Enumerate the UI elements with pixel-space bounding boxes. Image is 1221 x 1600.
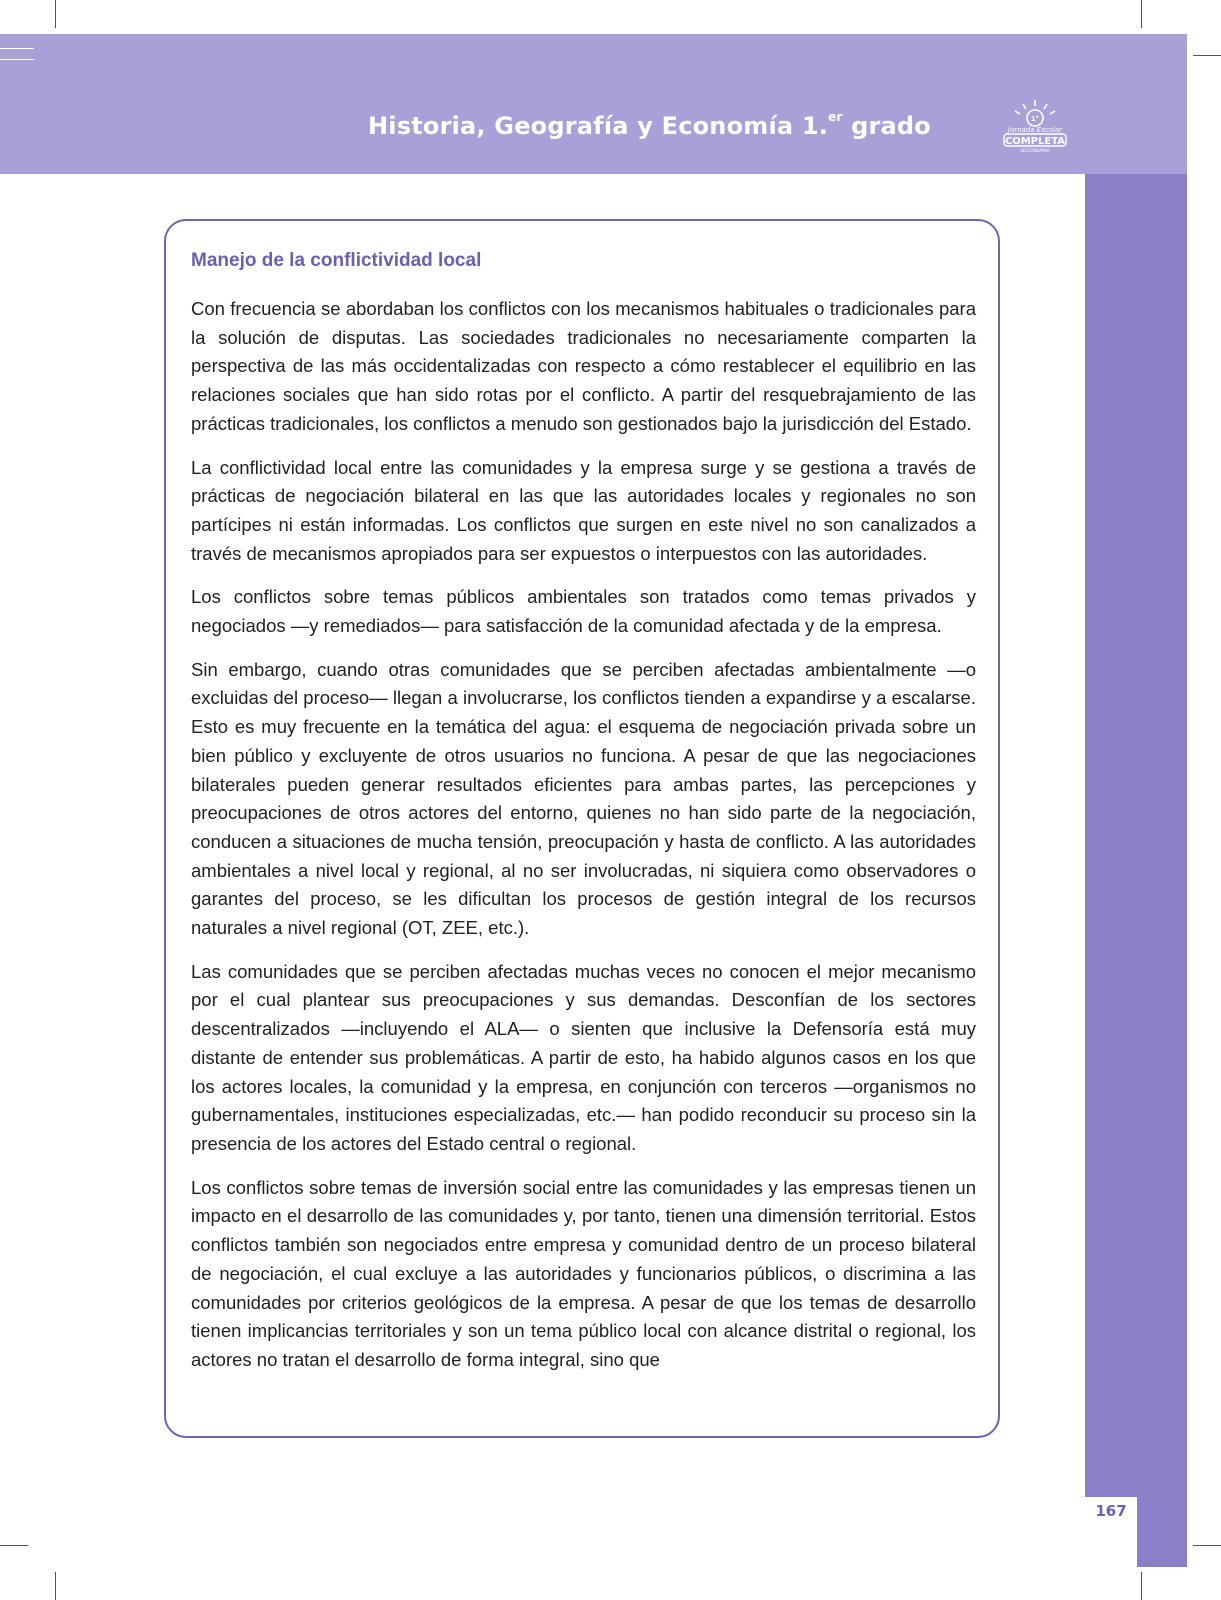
crop-mark bbox=[0, 1545, 28, 1546]
crop-mark bbox=[55, 1572, 56, 1600]
logo-badge: 1° bbox=[1030, 115, 1040, 123]
page-number: 167 bbox=[1095, 1502, 1127, 1520]
paragraph: Sin embargo, cuando otras comunidades que se perciben afectadas ambientalmente —o excluidas del proceso— llegan a involucrarse, los conflictos tienden a expandirse y a escalarse. Esto es muy frecuente en la temática del agua: el esquema de negociación privada sobre un bien público y excluyente de otros usuarios no funciona. A pesar de que las negociaciones bilaterales pueden generar resultados eficientes para ambas partes, las percepciones y preocupaciones de otros actores del entorno, quienes no han sido parte de la negociación, conducen a situaciones de mucha tensión, preocupación y hasta de conflicto. A las autoridades ambientales a nivel local y regional, al no ser involucradas, ni siquiera como observadores o garantes del proceso, se les dificultan los procesos de gestión integral de los recursos naturales a nivel regional (OT, ZEE, etc.). bbox=[191, 658, 976, 939]
logo-line-2: COMPLETA bbox=[1004, 136, 1066, 147]
page-header-title: Historia, Geografía y Economía 1.$^{er}$ grado bbox=[368, 110, 931, 140]
jornada-escolar-completa-logo bbox=[995, 96, 1075, 156]
side-band bbox=[1085, 174, 1187, 1567]
paragraph: La conflictividad local entre las comunidades y la empresa surge y se gestiona a través de prácticas de negociación bilateral en las que las autoridades locales y regionales no son partícipes ni están informadas. Los conflictos que surgen en este nivel no son canalizados a través de mecanismos apropiados para ser expuestos o interpuestos con las autoridades. bbox=[191, 456, 976, 564]
section-body bbox=[191, 295, 976, 1390]
logo-line-3: SECUNDARIA bbox=[1020, 149, 1050, 154]
paragraph: Con frecuencia se abordaban los conflictos con los mecanismos habituales o tradicionales para la solución de disputas. Las sociedades tradicionales no necesariamente comparten la perspectiva de las más occidentalizadas con respecto a cómo restablecer el equilibrio en las relaciones sociales que han sido rotas por el conflicto. A partir del resquebrajamiento de las prácticas tradicionales, los conflictos a menudo son gestionados bajo la jurisdicción del Estado. bbox=[191, 298, 976, 434]
header-decoration bbox=[0, 48, 34, 60]
crop-mark bbox=[1141, 1572, 1142, 1600]
paragraph: Las comunidades que se perciben afectadas muchas veces no conocen el mejor mecanismo por el cual plantear sus preocupaciones y sus demandas. Desconfían de los sectores descentralizados —incluyendo el ALA— o sienten que inclusive la Defensoría está muy distante de entender sus problemáticas. A partir de esto, ha habido algunos casos en los que los actores locales, la comunidad y la empresa, en conjunción con terceros —organismos no gubernamentales, instituciones especializadas, etc.— han podido reconducir su proceso sin la presencia de los actores del Estado central o regional. bbox=[191, 960, 976, 1154]
paragraph: Los conflictos sobre temas de inversión social entre las comunidades y las empresas tienen un impacto en el desarrollo de las comunidades y, por tanto, tienen una dimensión territorial. Estos conflictos también son negociados entre empresa y comunidad dentro de un proceso bilateral de negociación, el cual excluye a las autoridades y funcionarios públicos, o discrimina a las comunidades por criterios geológicos de la empresa. A pesar de que los temas de desarrollo tienen implicancias territoriales y son un tema público local con alcance distrital o regional, los actores no tratan el desarrollo de forma integral, sino que bbox=[191, 1176, 976, 1370]
crop-mark bbox=[1141, 0, 1142, 28]
section-title: Manejo de la conflictividad local bbox=[191, 250, 482, 271]
logo-line-1: Jornada Escolar bbox=[1007, 126, 1063, 134]
crop-mark bbox=[1193, 55, 1221, 56]
paragraph: Los conflictos sobre temas públicos ambientales son tratados como temas privados y negociados —y remediados— para satisfacción de la comunidad afectada y de la empresa. bbox=[191, 586, 976, 637]
crop-mark bbox=[1193, 1545, 1221, 1546]
crop-mark bbox=[55, 0, 56, 28]
